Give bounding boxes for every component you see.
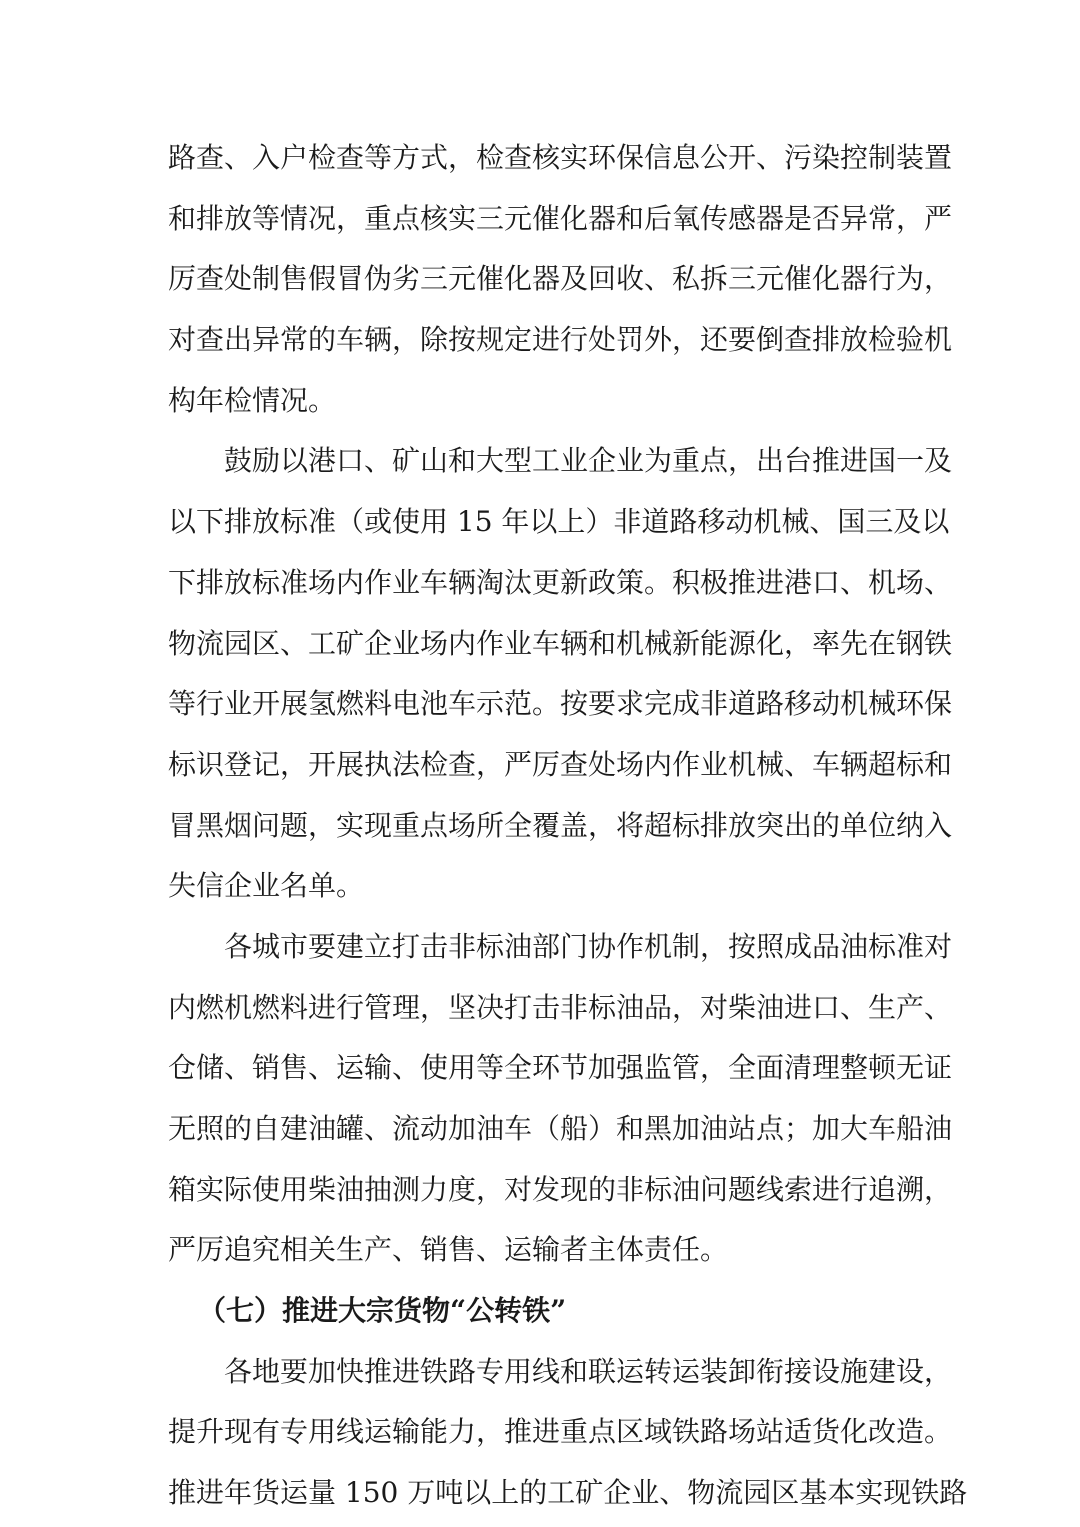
- text-line: 等行业开展氢燃料电池车示范。按要求完成非道路移动机械环保: [168, 687, 953, 721]
- text-line: 厉查处制售假冒伪劣三元催化器及回收、私拆三元催化器行为，: [168, 262, 953, 296]
- text-line: 严厉追究相关生产、销售、运输者主体责任。: [168, 1233, 729, 1267]
- paragraph-start-line: 鼓励以港口、矿山和大型工业企业为重点，出台推进国一及: [224, 444, 953, 478]
- text-line: 仓储、销售、运输、使用等全环节加强监管，全面清理整顿无证: [168, 1051, 953, 1085]
- text-line: 和排放等情况，重点核实三元催化器和后氧传感器是否异常，严: [168, 201, 953, 235]
- text-line: 下排放标准场内作业车辆淘汰更新政策。积极推进港口、机场、: [168, 565, 953, 599]
- paragraph-start-line: 各地要加快推进铁路专用线和联运转运装卸衔接设施建设，: [224, 1354, 953, 1388]
- text-line: 箱实际使用柴油抽测力度，对发现的非标油问题线索进行追溯，: [168, 1172, 953, 1206]
- document-page: [168, 128, 968, 1524]
- text-line: 失信企业名单。: [168, 869, 365, 903]
- text-line: 无照的自建油罐、流动加油车（船）和黑加油站点；加大车船油: [168, 1112, 953, 1145]
- text-line: 内燃机燃料进行管理，坚决打击非标油品，对柴油进口、生产、: [168, 990, 953, 1024]
- text-line: 物流园区、工矿企业场内作业车辆和机械新能源化，率先在钢铁: [168, 626, 953, 660]
- text-line: 路查、入户检查等方式，检查核实环保信息公开、污染控制装置: [168, 141, 953, 174]
- text-line: 提升现有专用线运输能力，推进重点区域铁路场站适货化改造。: [168, 1415, 953, 1449]
- text-line: 冒黑烟问题，实现重点场所全覆盖，将超标排放突出的单位纳入: [168, 808, 953, 842]
- text-line: 推进年货运量 150 万吨以上的工矿企业、物流园区基本实现铁路: [168, 1476, 968, 1510]
- text-line: 对查出异常的车辆，除按规定进行处罚外，还要倒查排放检验机: [168, 323, 953, 357]
- section-heading: （七）推进大宗货物“公转铁”: [198, 1294, 567, 1328]
- text-line: 标识登记，开展执法检查，严厉查处场内作业机械、车辆超标和: [168, 747, 953, 781]
- text-line: 构年检情况。: [168, 383, 337, 417]
- paragraph-start-line: 各城市要建立打击非标油部门协作机制，按照成品油标准对: [224, 929, 953, 963]
- text-line: 以下排放标准（或使用 15 年以上）非道路移动机械、国三及以: [168, 505, 950, 539]
